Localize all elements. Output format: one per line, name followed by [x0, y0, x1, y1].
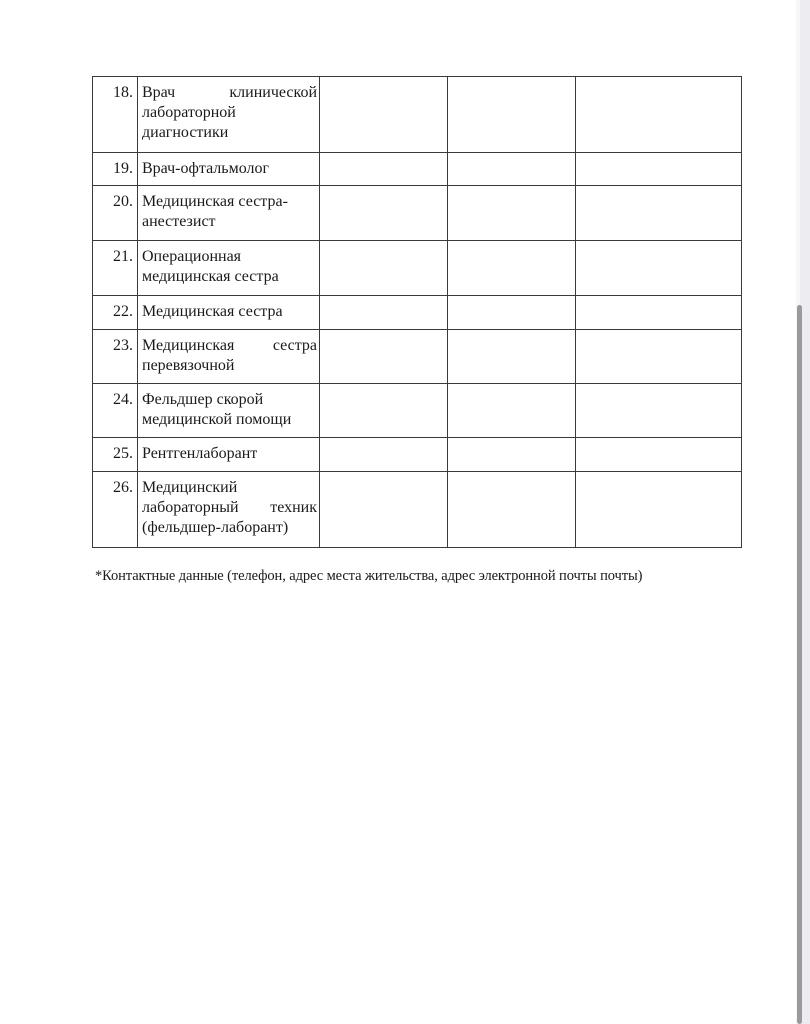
position-title-line: анестезист	[142, 213, 216, 230]
position-title-line: (фельдшер-лаборант)	[142, 519, 289, 536]
table-row	[93, 296, 742, 330]
row-number: 25.	[93, 438, 138, 472]
empty-cell-col-3[interactable]	[576, 472, 742, 548]
position-title-line: медицинской помощи	[142, 411, 292, 428]
row-number: 21.	[93, 241, 138, 296]
empty-cell-col-2[interactable]	[448, 186, 576, 241]
position-title	[138, 330, 320, 384]
position-title-line: медицинская сестра	[142, 268, 279, 285]
empty-cell-col-2[interactable]	[448, 438, 576, 472]
table-row	[93, 472, 742, 548]
empty-cell-col-1[interactable]	[320, 186, 448, 241]
position-title-line: Рентгенлаборант	[142, 445, 258, 462]
staff-table	[92, 76, 742, 548]
row-number: 18.	[93, 77, 138, 153]
position-title	[138, 153, 320, 186]
position-title-line: лабораторной диагностики	[142, 104, 236, 141]
table-row	[93, 77, 742, 153]
position-title-line: лабораторный техник	[142, 499, 317, 516]
position-title-line: Операционная	[142, 248, 242, 265]
position-title-line: Врач клинической	[142, 84, 317, 101]
empty-cell-col-1[interactable]	[320, 438, 448, 472]
empty-cell-col-3[interactable]	[576, 241, 742, 296]
row-number: 20.	[93, 186, 138, 241]
row-number: 23.	[93, 330, 138, 384]
position-title	[138, 77, 320, 153]
empty-cell-col-3[interactable]	[576, 153, 742, 186]
position-title-line: Врач-офтальмолог	[142, 160, 270, 177]
row-number: 19.	[93, 153, 138, 186]
empty-cell-col-2[interactable]	[448, 153, 576, 186]
empty-cell-col-2[interactable]	[448, 330, 576, 384]
empty-cell-col-2[interactable]	[448, 384, 576, 438]
empty-cell-col-3[interactable]	[576, 186, 742, 241]
staff-table-body	[93, 77, 742, 548]
position-title-line: Медицинская сестра	[142, 303, 283, 320]
empty-cell-col-1[interactable]	[320, 384, 448, 438]
empty-cell-col-3[interactable]	[576, 77, 742, 153]
position-title-line: Медицинская сестра-	[142, 193, 288, 210]
table-row	[93, 153, 742, 186]
scrollbar-thumb[interactable]	[797, 305, 802, 1024]
empty-cell-col-1[interactable]	[320, 472, 448, 548]
table-row	[93, 241, 742, 296]
empty-cell-col-3[interactable]	[576, 438, 742, 472]
position-title	[138, 472, 320, 548]
table-row	[93, 330, 742, 384]
table-row	[93, 384, 742, 438]
empty-cell-col-2[interactable]	[448, 472, 576, 548]
empty-cell-col-1[interactable]	[320, 241, 448, 296]
empty-cell-col-2[interactable]	[448, 77, 576, 153]
empty-cell-col-3[interactable]	[576, 330, 742, 384]
position-title	[138, 384, 320, 438]
position-title-line: Медицинский	[142, 479, 238, 496]
empty-cell-col-1[interactable]	[320, 77, 448, 153]
position-title	[138, 186, 320, 241]
row-number: 26.	[93, 472, 138, 548]
position-title-line: Медицинская сестра	[142, 337, 317, 354]
empty-cell-col-3[interactable]	[576, 384, 742, 438]
empty-cell-col-2[interactable]	[448, 296, 576, 330]
row-number: 24.	[93, 384, 138, 438]
row-number: 22.	[93, 296, 138, 330]
position-title	[138, 296, 320, 330]
table-row	[93, 438, 742, 472]
table-row	[93, 186, 742, 241]
empty-cell-col-3[interactable]	[576, 296, 742, 330]
contact-footnote: *Контактные данные (телефон, адрес места жительства, адрес электронной почты почты)	[95, 568, 643, 584]
position-title-line: Фельдшер скорой	[142, 391, 264, 408]
empty-cell-col-1[interactable]	[320, 153, 448, 186]
position-title-line: перевязочной	[142, 357, 235, 374]
position-title	[138, 438, 320, 472]
position-title	[138, 241, 320, 296]
empty-cell-col-2[interactable]	[448, 241, 576, 296]
empty-cell-col-1[interactable]	[320, 330, 448, 384]
empty-cell-col-1[interactable]	[320, 296, 448, 330]
